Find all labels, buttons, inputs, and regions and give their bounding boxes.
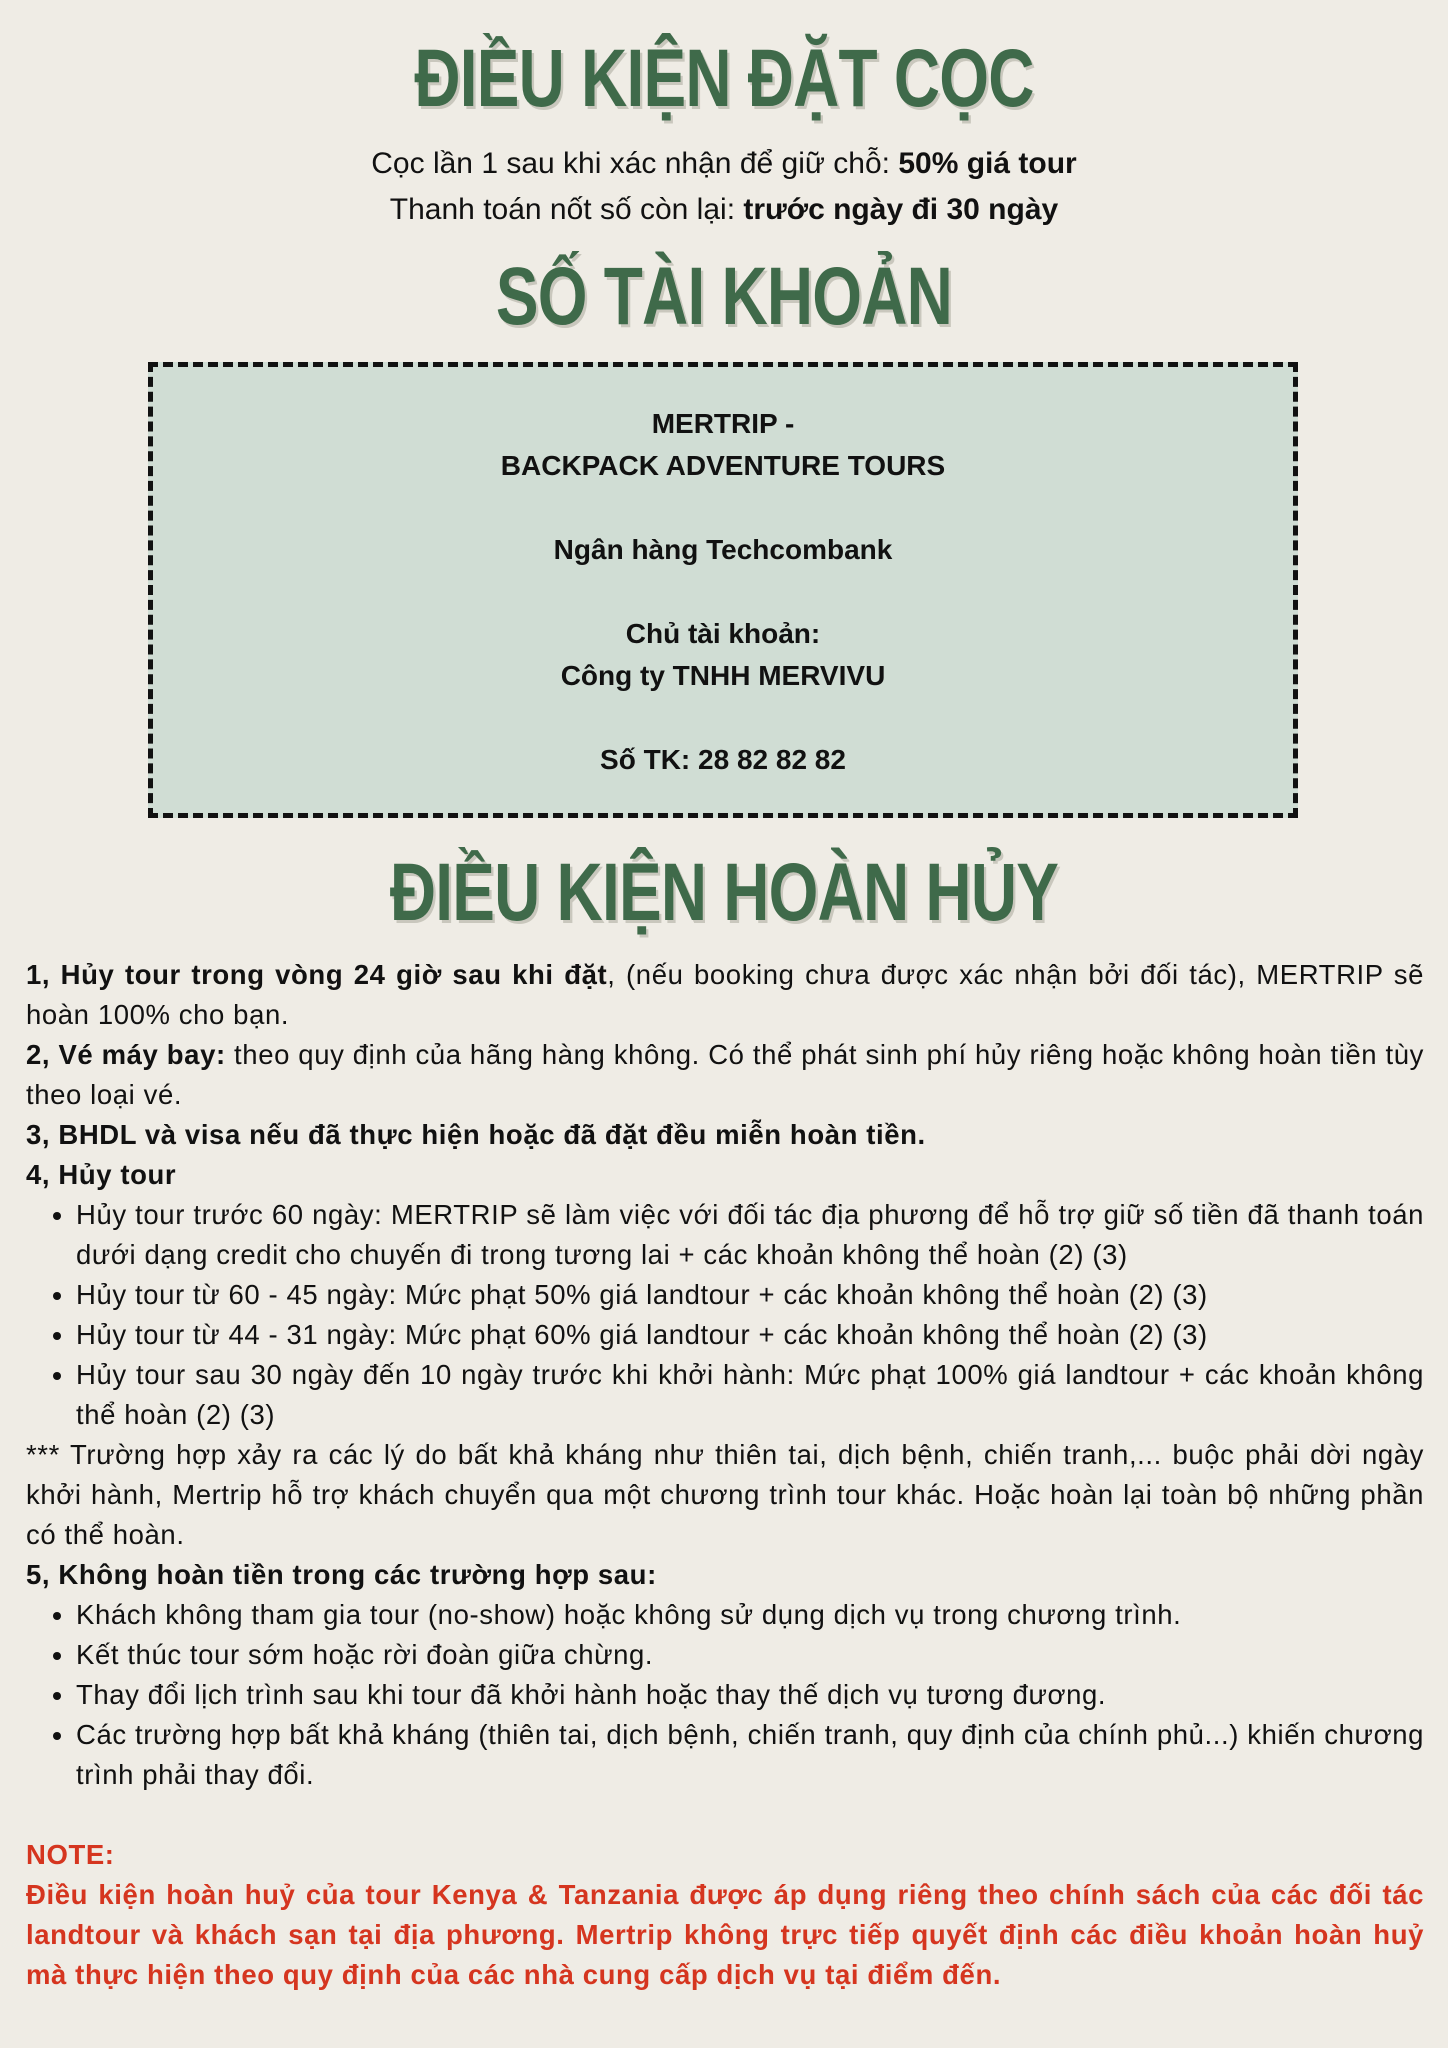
- account-holder-name: Công ty TNHH MERVIVU: [560, 660, 886, 691]
- list-item: • Hủy tour sau 30 ngày đến 10 ngày trước khi khởi hành: Mức phạt 100% giá landtour + các khoản không thể hoàn (2) (3): [76, 1355, 1424, 1435]
- bank-account-box: [148, 362, 1298, 818]
- term-4-heading: 4, Hủy tour: [26, 1159, 177, 1190]
- account-title: SỐ TÀI KHOẢN: [495, 251, 953, 342]
- list-item: • Các trường hợp bất khả kháng (thiên tai, dịch bệnh, chiến tranh, quy định của chính phủ...) khiến chương trình phải thay đổi.: [76, 1715, 1424, 1795]
- bank-name: Ngân hàng Techcombank: [553, 534, 893, 565]
- term-1: [26, 955, 1424, 1035]
- company-name-line-1: MERTRIP -: [651, 408, 795, 439]
- term-3-heading: 3, BHDL và visa nếu đã thực hiện hoặc đã đặt đều miễn hoàn tiền.: [26, 1119, 926, 1150]
- term-4-list: [26, 1195, 1424, 1435]
- account-holder-label: Chủ tài khoản:: [625, 618, 821, 649]
- list-item: • Thay đổi lịch trình sau khi tour đã khởi hành hoặc thay thế dịch vụ tương đương.: [76, 1675, 1424, 1715]
- list-item: • Kết thúc tour sớm hoặc rời đoàn giữa chừng.: [76, 1635, 1424, 1675]
- deposit-line-1: [0, 141, 1448, 187]
- deposit-line-2-text: Thanh toán nốt số còn lại:: [389, 193, 744, 226]
- list-item: • Hủy tour trước 60 ngày: MERTRIP sẽ làm việc với đối tác địa phương để hỗ trợ giữ số tiền đã thanh toán dưới dạng credit cho chuyến đi trong tương lai + các khoản không thể hoàn (2) (3): [76, 1195, 1424, 1275]
- account-number: Số TK: 28 82 82 82: [600, 744, 846, 775]
- deposit-terms: [0, 141, 1448, 233]
- deposit-deadline: trước ngày đi 30 ngày: [743, 193, 1059, 226]
- term-2-text: theo quy định của hãng hàng không. Có thể phát sinh phí hủy riêng hoặc không hoàn tiền tùy theo loại vé.: [26, 1039, 1424, 1110]
- list-item: • Hủy tour từ 44 - 31 ngày: Mức phạt 60% giá landtour + các khoản không thể hoàn (2) (3): [76, 1315, 1424, 1355]
- note-label: NOTE:: [26, 1839, 115, 1870]
- term-5-list: [26, 1595, 1424, 1795]
- deposit-title: ĐIỀU KIỆN ĐẶT CỌC: [414, 33, 1034, 124]
- term-2: [26, 1035, 1424, 1115]
- list-item: • Hủy tour từ 60 - 45 ngày: Mức phạt 50% giá landtour + các khoản không thể hoàn (2) (3): [76, 1275, 1424, 1315]
- term-5-heading: 5, Không hoàn tiền trong các trường hợp sau:: [26, 1559, 657, 1590]
- deposit-line-1-text: Cọc lần 1 sau khi xác nhận để giữ chỗ:: [371, 147, 899, 180]
- cancellation-terms: [26, 955, 1424, 1995]
- term-5: [26, 1555, 1424, 1595]
- term-1-text: , (nếu booking chưa được xác nhận bởi đối tác), MERTRIP sẽ hoàn 100% cho bạn.: [26, 959, 1424, 1030]
- deposit-line-2: [0, 187, 1448, 233]
- company-name-line-2: BACKPACK ADVENTURE TOURS: [500, 450, 946, 481]
- term-2-heading: 2, Vé máy bay:: [26, 1039, 226, 1070]
- term-3: [26, 1115, 1424, 1155]
- list-item: • Khách không tham gia tour (no-show) hoặc không sử dụng dịch vụ trong chương trình.: [76, 1595, 1424, 1635]
- term-4: [26, 1155, 1424, 1195]
- deposit-percent: 50% giá tour: [898, 147, 1077, 180]
- cancellation-title: ĐIỀU KIỆN HOÀN HỦY: [389, 847, 1059, 938]
- force-majeure-note: *** Trường hợp xảy ra các lý do bất khả kháng như thiên tai, dịch bệnh, chiến tranh,... buộc phải dời ngày khởi hành, Mertrip hỗ trợ khách chuyển qua một chương trình tour khác. Hoặc hoàn lại toàn bộ những phần có thể hoàn.: [26, 1439, 1424, 1550]
- term-1-heading: 1, Hủy tour trong vòng 24 giờ sau khi đặt: [26, 959, 608, 990]
- note-text: Điều kiện hoàn huỷ của tour Kenya & Tanzania được áp dụng riêng theo chính sách của các đối tác landtour và khách sạn tại địa phương. Mertrip không trực tiếp quyết định các điều khoản hoàn huỷ mà thực hiện theo quy định của các nhà cung cấp dịch vụ tại điểm đến.: [26, 1879, 1424, 1990]
